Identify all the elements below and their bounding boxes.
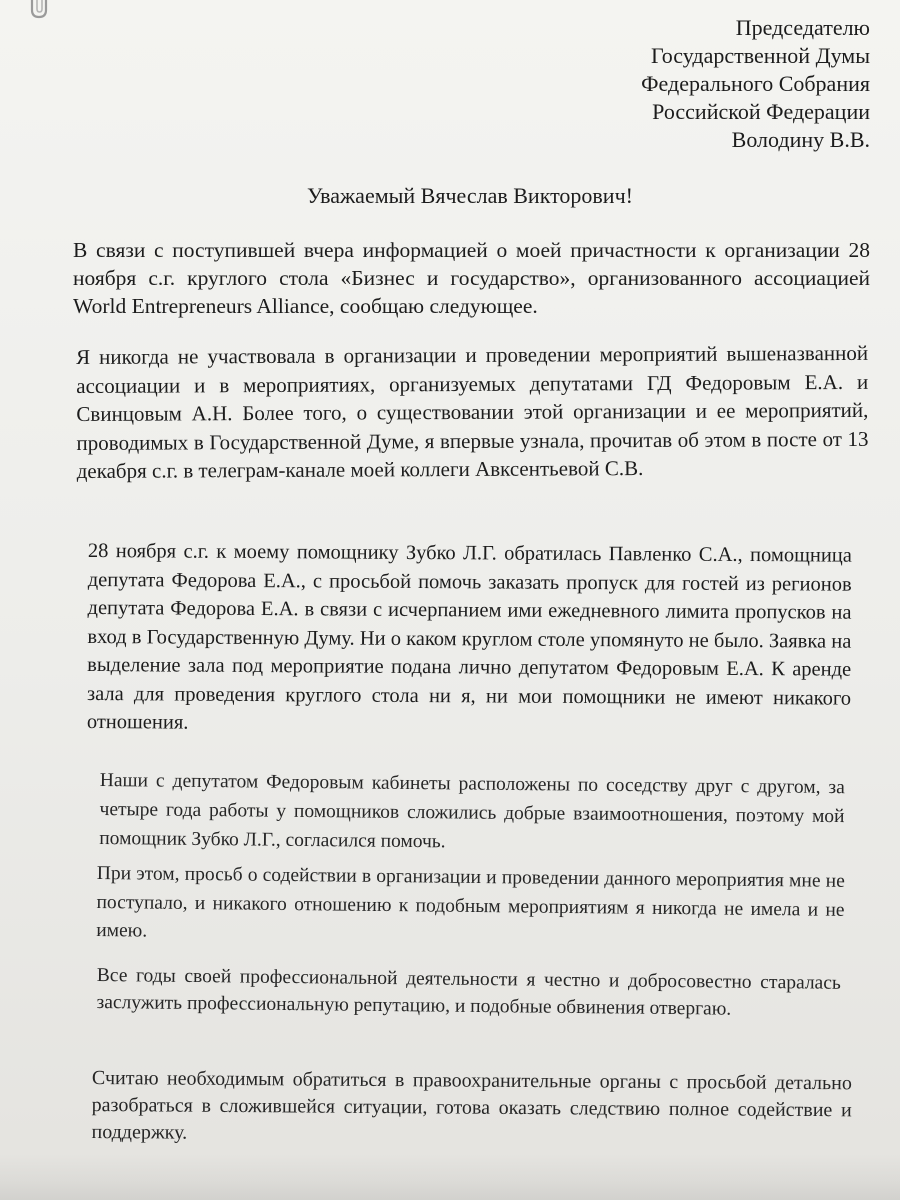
addressee-line: Российской Федерации	[652, 99, 870, 124]
addressee-line: Федерального Собрания	[641, 71, 870, 96]
addressee-line: Володину В.В.	[731, 127, 870, 152]
paragraph-4: Наши с депутатом Федоровым кабинеты расположены по соседству друг с другом, за четыре года работы у помощников сложились добрые взаимоотношения, поэтому мой помощник Зубко Л.Г., согласился помочь.	[99, 769, 845, 853]
addressee-line: Государственной Думы	[650, 43, 870, 68]
paragraph-7: Считаю необходимым обратиться в правоохранительные органы с просьбой детально разобраться в сложившейся ситуации, готова оказать следствию полное содействие и поддержку.	[91, 1067, 852, 1144]
paragraph-1: В связи с поступившей вчера информацией о моей причастности к организации 28 ноября с.г. круглого стола «Бизнес и государство», организованного ассоциацией World Entrepreneurs Alliance, сообщаю следующее.	[73, 238, 870, 318]
paragraph-2: Я никогда не участвовала в организации и проведении мероприятий вышеназванной ассоциации и в мероприятиях, организуемых депутатами ГД Федоровым Е.А. и Свинцовым А.Н. Более того, о существовании этой организации и ее мероприятий, проводимых в Государственной Думе, я впервые узнала, прочитав об этом в посте от 13 декабря с.г. в телеграм-канале моей коллеги Авксентьевой С.В.	[76, 340, 869, 483]
paragraph-3: 28 ноября с.г. к моему помощнику Зубко Л.Г. обратилась Павленко С.А., помощница депутата Федорова Е.А., с просьбой помочь заказать пропуск для гостей из регионов депутата Федорова Е.А. в связи с исчерпанием ими ежедневного лимита пропусков на вход в Государственную Думу. Ни о каком круглом столе упомянуто не было. Заявка на выделение зала под мероприятие подана лично депутатом Федоровым Е.А. К аренде зала для проведения круглого стола ни я, ни мои помощники не имеют никакого отношения.	[86, 539, 852, 734]
paperclip-icon	[26, 0, 54, 20]
page-edge-shadow	[0, 1154, 900, 1200]
paragraph-6: Все годы своей профессиональной деятельности я честно и добросовестно старалась заслужить профессиональную репутацию, и подобные обвинения отвергаю.	[96, 964, 841, 1020]
addressee-block	[641, 14, 870, 154]
salutation: Уважаемый Вячеслав Викторович!	[307, 183, 633, 208]
paragraph-5: При этом, просьб о содействии в организации и проведении данного мероприятия мне не поступало, и никакого отношению к подобным мероприятиям я никогда не имела и не имею.	[96, 862, 845, 942]
addressee-line: Председателю	[735, 15, 870, 40]
